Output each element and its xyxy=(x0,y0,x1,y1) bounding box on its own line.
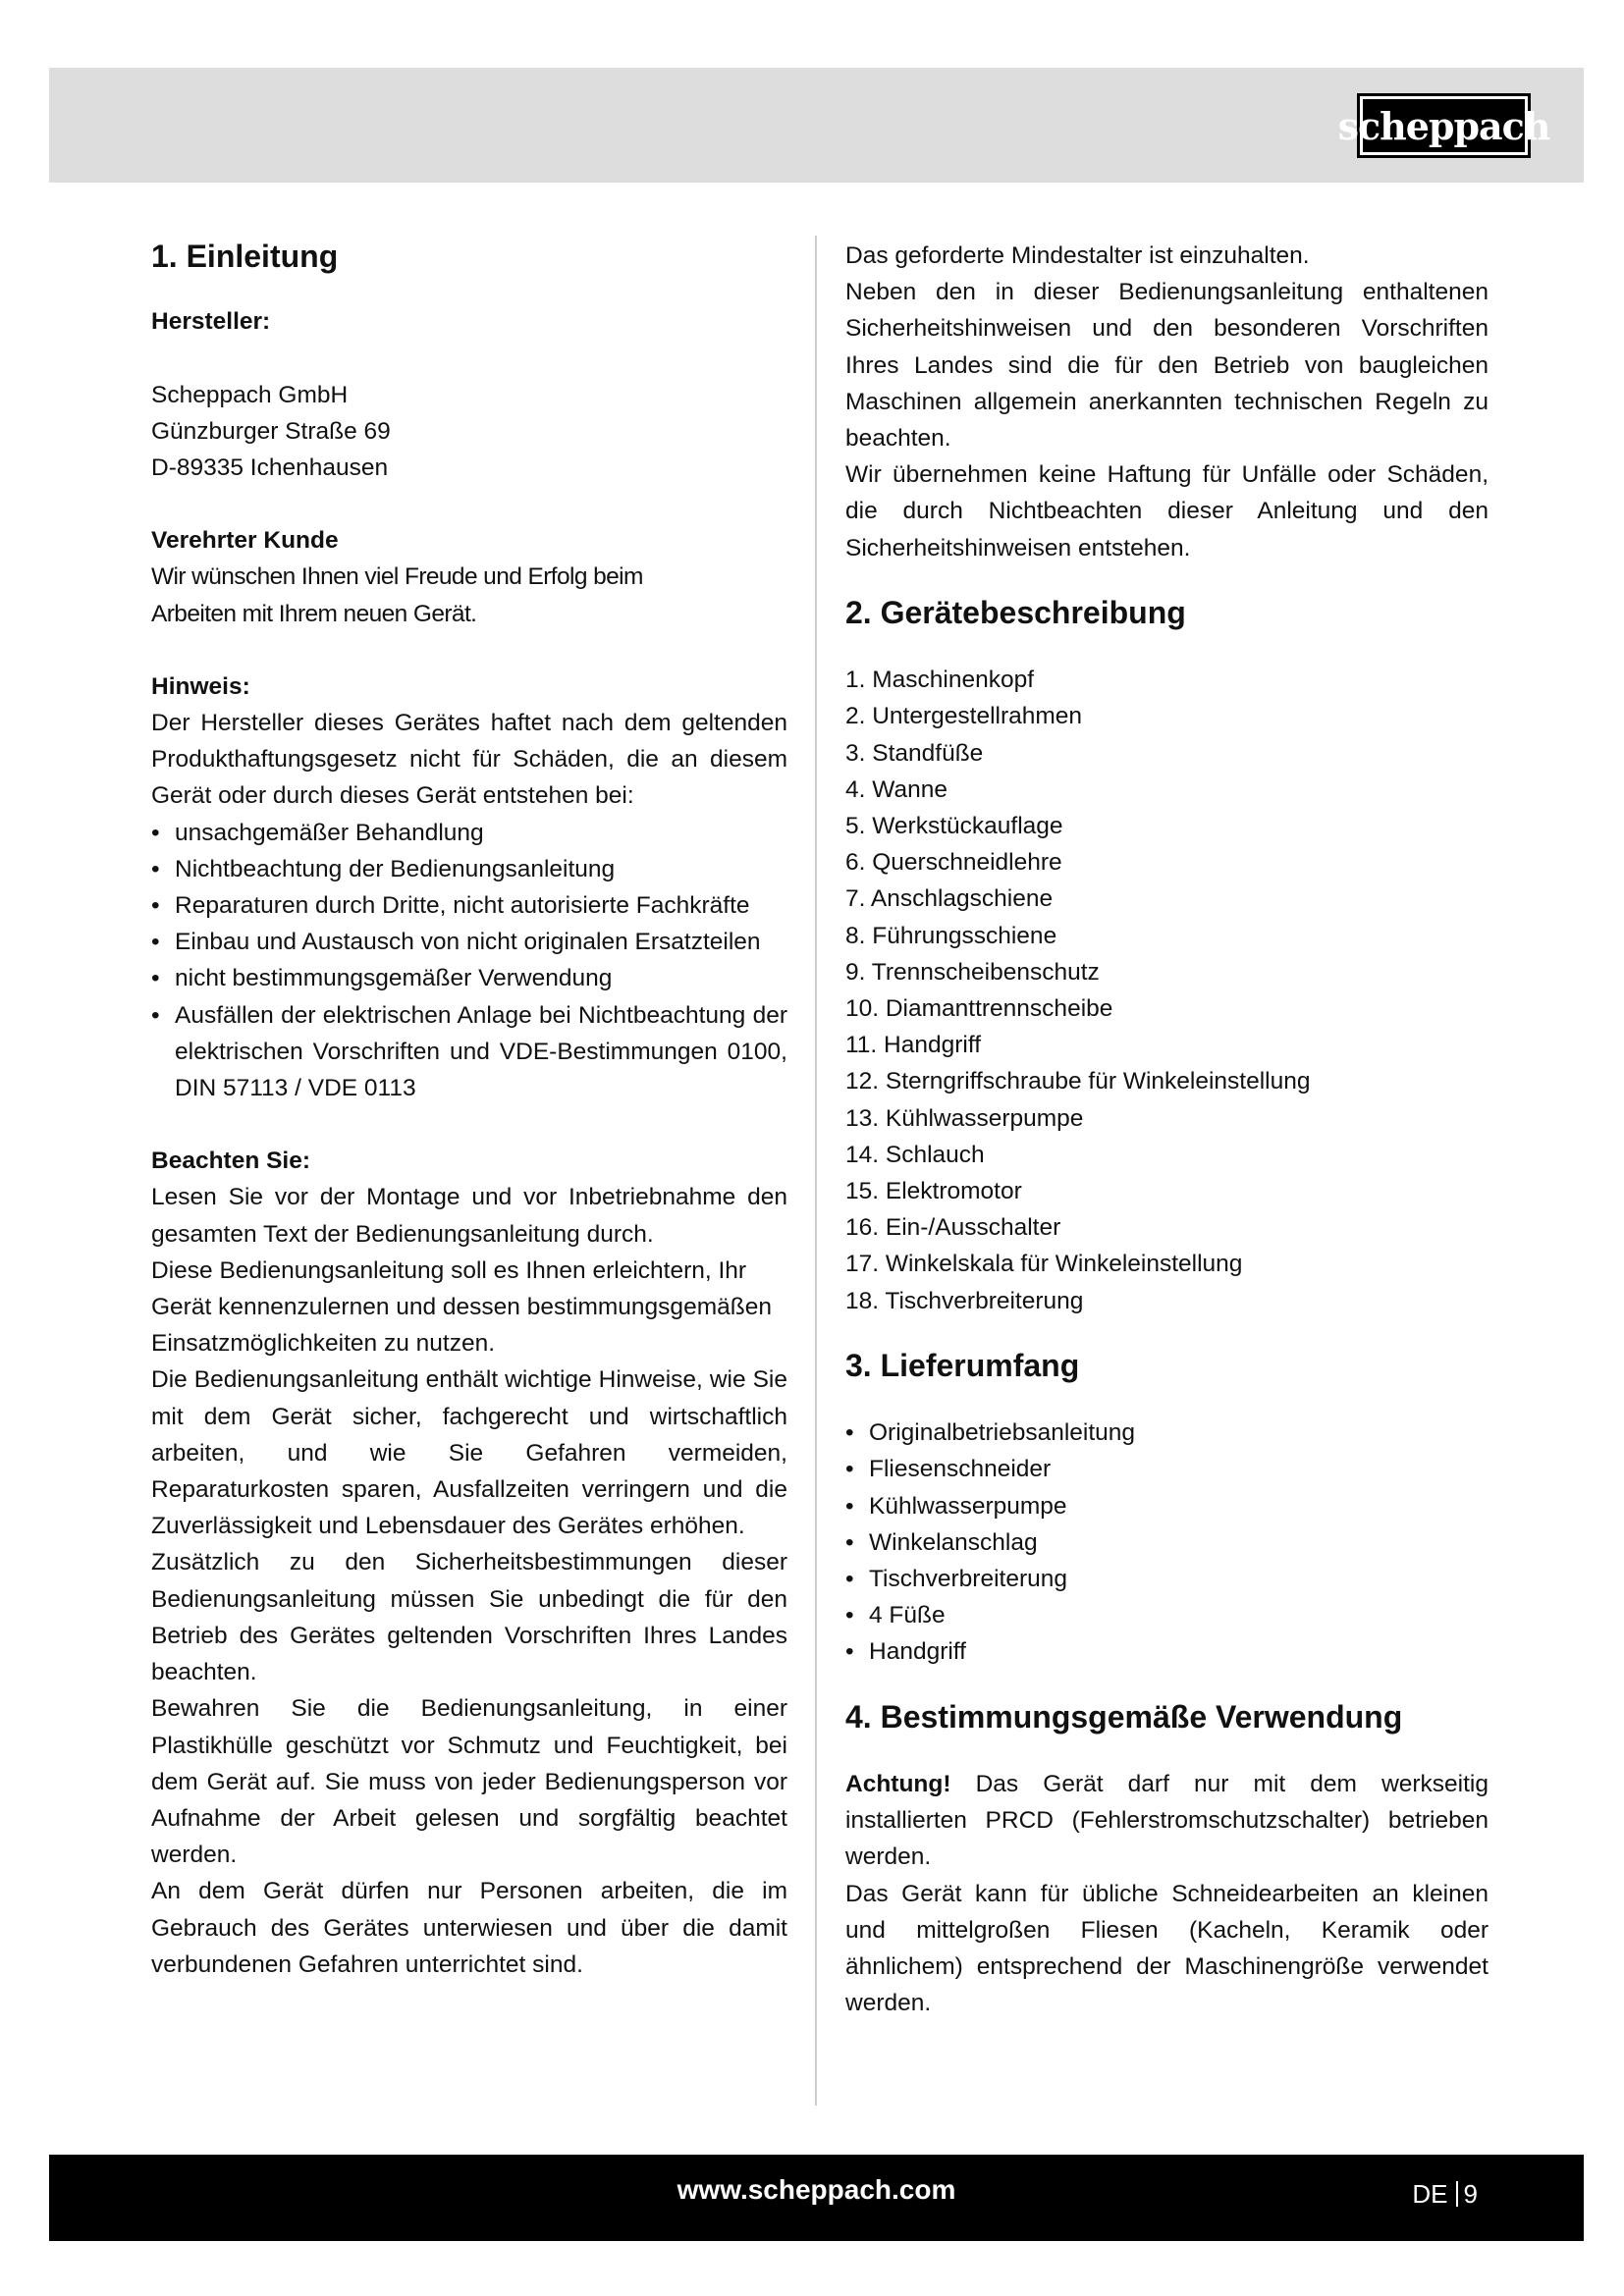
list-item: 2. Untergestellrahmen xyxy=(845,703,1083,730)
observe-paragraph: Diese Bedienungsanleitung soll es Ihnen erleichtern, Ihr Gerät kennenzulernen und dessen bestimmungsgemäßen Einsatzmöglichkeiten zu nutzen. xyxy=(151,1256,772,1358)
manufacturer-label: Hersteller: xyxy=(151,308,271,336)
list-item: 12. Sterngriffschraube für Winkeleinstellung xyxy=(845,1068,1311,1095)
header-band xyxy=(49,68,1584,183)
list-item: 8. Führungsschiene xyxy=(845,922,1057,949)
column-divider xyxy=(815,236,817,2106)
list-item: 15. Elektromotor xyxy=(845,1178,1022,1205)
list-item: • Originalbetriebsanleitung xyxy=(845,1415,1489,1451)
list-item: 1. Maschinenkopf xyxy=(845,667,1035,694)
customer-label: Verehrter Kunde xyxy=(151,527,339,555)
note-list xyxy=(151,815,787,1107)
address-line: Günzburger Straße 69 xyxy=(151,417,391,445)
scheppach-logo: scheppach xyxy=(1357,93,1531,158)
intro-paragraph: Wir übernehmen keine Haftung für Unfälle oder Schäden, die durch Nichtbeachten dieser Anleitung und den Sicherheitshinweisen entstehen. xyxy=(845,461,1489,561)
list-item: • Fliesenschneider xyxy=(845,1451,1489,1487)
list-item: • nicht bestimmungsgemäßer Verwendung xyxy=(151,960,787,996)
list-item: • Winkelanschlag xyxy=(845,1524,1489,1561)
list-item: 9. Trennscheibenschutz xyxy=(845,958,1100,986)
list-item: 11. Handgriff xyxy=(845,1032,982,1059)
note-label: Hinweis: xyxy=(151,672,250,700)
page-number xyxy=(1412,2179,1478,2210)
list-item: 17. Winkelskala für Winkeleinstellung xyxy=(845,1251,1243,1278)
list-item: 3. Standfüße xyxy=(845,739,984,767)
observe-label: Beachten Sie: xyxy=(151,1148,311,1175)
list-item: 5. Werkstückauflage xyxy=(845,813,1063,840)
list-item: • 4 Füße xyxy=(845,1597,1489,1633)
delivery-list xyxy=(845,1415,1489,1670)
list-item: 14. Schlauch xyxy=(845,1141,985,1168)
list-item: • Reparaturen durch Dritte, nicht autorisierte Fachkräfte xyxy=(151,887,787,924)
section-4-title: 4. Bestimmungsgemäße Verwendung xyxy=(845,1698,1403,1735)
footer-band xyxy=(49,2155,1584,2241)
section-2-title: 2. Gerätebeschreibung xyxy=(845,594,1186,630)
left-column xyxy=(151,238,787,1983)
note-text: Der Hersteller dieses Gerätes haftet nach dem geltenden Produkthaftungsgesetz nicht für Schäden, die an diesem Gerät oder durch dieses Gerät entstehen bei: xyxy=(151,710,787,810)
observe-paragraph: Lesen Sie vor der Montage und vor Inbetriebnahme den gesamten Text der Bedienungsanleitung durch. xyxy=(151,1184,787,1248)
list-item: 4. Wanne xyxy=(845,775,947,803)
customer-text: Wir wünschen Ihnen viel Freude und Erfolg beim Arbeiten mit Ihrem neuen Gerät. xyxy=(151,563,643,627)
address-line: D-89335 Ichenhausen xyxy=(151,454,389,481)
attention-text: Das Gerät darf nur mit dem werkseitig installierten PRCD (Fehlerstromschutzschalter) betrieben werden. xyxy=(845,1771,1489,1871)
list-item: 7. Anschlagschiene xyxy=(845,885,1054,913)
section-3-title: 3. Lieferumfang xyxy=(845,1347,1080,1383)
list-item: • Ausfällen der elektrischen Anlage bei Nichtbeachtung der elektrischen Vorschriften und VDE-Bestimmungen 0100, DIN 57113 / VDE 0113 xyxy=(151,997,787,1107)
list-item: 16. Ein-/Ausschalter xyxy=(845,1214,1061,1242)
list-item: 10. Diamanttrennscheibe xyxy=(845,995,1113,1023)
observe-paragraph: Zusätzlich zu den Sicherheitsbestimmungen dieser Bedienungsanleitung müssen Sie unbedingt die für den Betrieb des Gerätes geltenden Vorschriften Ihres Landes beachten. xyxy=(151,1549,787,1686)
list-item: 18. Tischverbreiterung xyxy=(845,1287,1084,1314)
attention-paragraph xyxy=(845,1766,1489,1876)
separator xyxy=(1456,2181,1458,2207)
section-1-title: 1. Einleitung xyxy=(151,239,339,274)
list-item: • Tischverbreiterung xyxy=(845,1561,1489,1597)
list-item: • Nichtbeachtung der Bedienungsanleitung xyxy=(151,851,787,887)
language-code: DE xyxy=(1412,2179,1448,2209)
intro-paragraph: Das geforderte Mindestalter ist einzuhalten. xyxy=(845,242,1310,269)
list-item: 13. Kühlwasserpumpe xyxy=(845,1104,1084,1132)
parts-list xyxy=(845,662,1489,1319)
observe-paragraph: Bewahren Sie die Bedienungsanleitung, in einer Plastikhülle geschützt vor Schmutz und Feuchtigkeit, bei dem Gerät auf. Sie muss von jeder Bedienungsperson vor Aufnahme der Arbeit gelesen und sorgfältig beachtet werden. xyxy=(151,1695,787,1869)
list-item: • unsachgemäßer Behandlung xyxy=(151,815,787,851)
list-item: 6. Querschneidlehre xyxy=(845,849,1062,877)
attention-label: Achtung! xyxy=(845,1771,951,1798)
observe-paragraph: Die Bedienungsanleitung enthält wichtige Hinweise, wie Sie mit dem Gerät sicher, fachgerecht und wirtschaftlich arbeiten, und wie Sie Gefahren vermeiden, Reparaturkosten sparen, Ausfallzeiten verringern und die Zuverlässigkeit und Lebensdauer des Gerätes erhöhen. xyxy=(151,1366,787,1540)
list-item: • Kühlwasserpumpe xyxy=(845,1488,1489,1524)
use-paragraph: Das Gerät kann für übliche Schneidearbeiten an kleinen und mittelgroßen Fliesen (Kacheln, Keramik oder ähnlichem) entsprechend der Maschinengröße verwendet werden. xyxy=(845,1880,1489,2017)
right-column xyxy=(845,238,1489,2022)
website-link[interactable]: www.scheppach.com xyxy=(677,2174,956,2205)
intro-paragraph: Neben den in dieser Bedienungsanleitung enthaltenen Sicherheitshinweisen und den besonderen Vorschriften Ihres Landes sind die für den Betrieb von baugleichen Maschinen allgemein anerkannten technischen Regeln zu beachten. xyxy=(845,279,1489,453)
address-line: Scheppach GmbH xyxy=(151,381,349,408)
list-item: • Handgriff xyxy=(845,1633,1489,1670)
page-number-value: 9 xyxy=(1463,2179,1478,2209)
list-item: • Einbau und Austausch von nicht originalen Ersatzteilen xyxy=(151,924,787,960)
observe-paragraph: An dem Gerät dürfen nur Personen arbeiten, die im Gebrauch des Gerätes unterwiesen und über die damit verbundenen Gefahren unterrichtet sind. xyxy=(151,1878,787,1978)
